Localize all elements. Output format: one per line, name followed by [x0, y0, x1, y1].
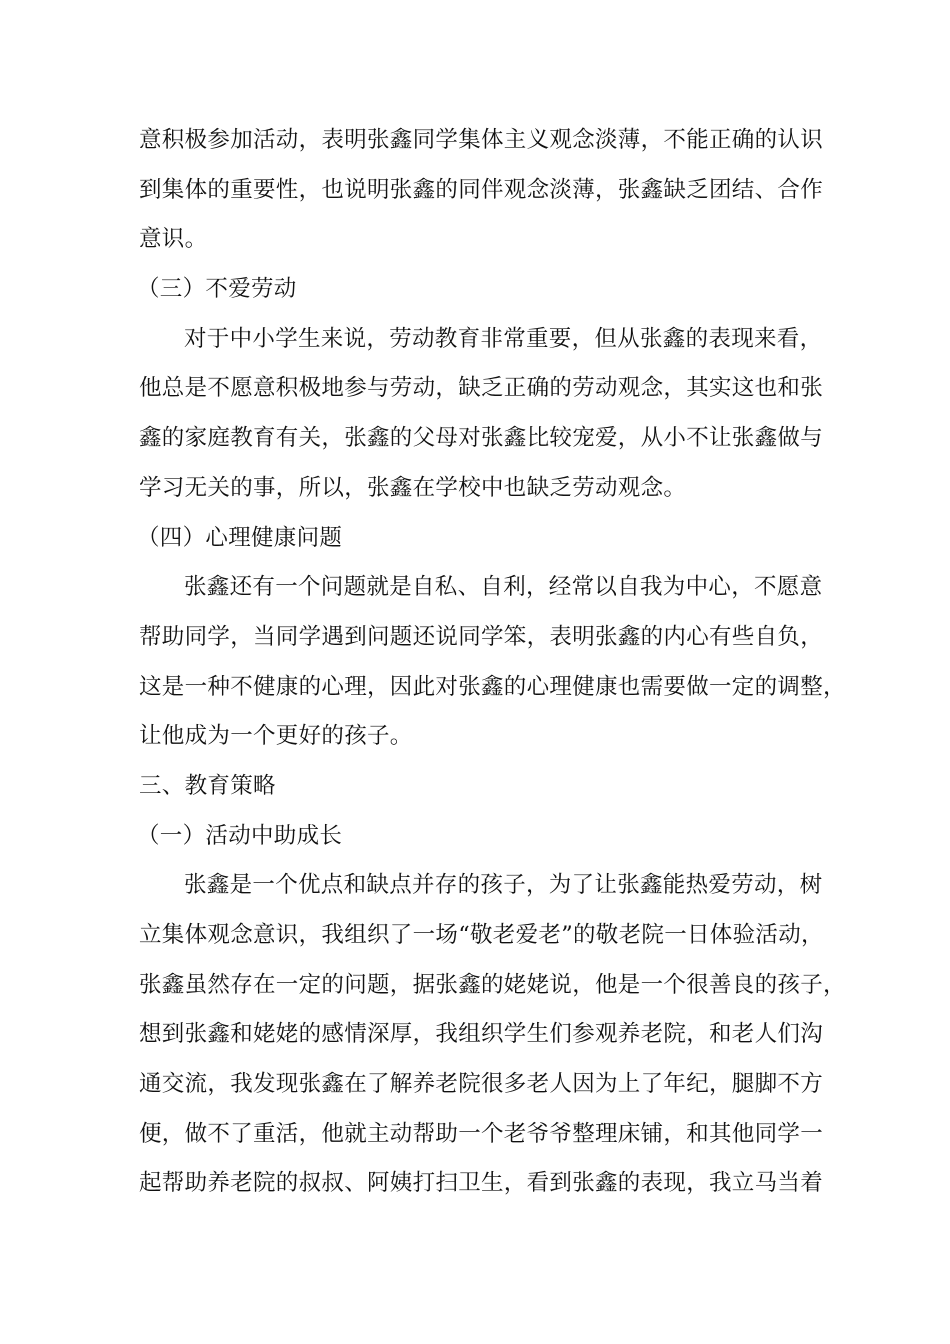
paragraph-line: 想到张鑫和姥姥的感情深厚，我组织学生们参观养老院，和老人们沟 [139, 1021, 824, 1048]
paragraph-line: 起帮助养老院的叔叔、阿姨打扫卫生，看到张鑫的表现，我立马当着 [139, 1170, 824, 1197]
paragraph-line: 立集体观念意识，我组织了一场“敬老爱老”的敬老院一日体验活动， [139, 922, 824, 948]
paragraph-line: 对于中小学生来说，劳动教育非常重要，但从张鑫的表现来看， [184, 325, 823, 352]
paragraph-line: 学习无关的事，所以，张鑫在学校中也缺乏劳动观念。 [139, 474, 687, 501]
paragraph-line: 通交流，我发现张鑫在了解养老院很多老人因为上了年纪，腿脚不方 [139, 1071, 824, 1098]
paragraph-line: 张鑫还有一个问题就是自私、自利，经常以自我为中心，不愿意 [184, 574, 823, 601]
paragraph-line: 他总是不愿意积极地参与劳动，缺乏正确的劳动观念，其实这也和张 [139, 375, 824, 402]
paragraph-line: 鑫的家庭教育有关，张鑫的父母对张鑫比较宠爱，从小不让张鑫做与 [139, 425, 824, 452]
paragraph-line: 让他成为一个更好的孩子。 [139, 723, 413, 750]
document-body [137, 116, 846, 1209]
paragraph-line: 便，做不了重活，他就主动帮助一个老爷爷整理床铺，和其他同学一 [139, 1120, 824, 1147]
paragraph-line: 张鑫是一个优点和缺点并存的孩子，为了让张鑫能热爱劳动，树 [184, 872, 823, 899]
section-heading: 三、教育策略 [139, 772, 276, 799]
section-heading: （一）活动中助成长 [137, 822, 343, 849]
section-heading: （三）不爱劳动 [137, 276, 297, 303]
paragraph-line: 这是一种不健康的心理，因此对张鑫的心理健康也需要做一定的调整， [139, 673, 846, 700]
section-heading: （四）心理健康问题 [137, 524, 343, 551]
paragraph-line: 帮助同学，当同学遇到问题还说同学笨，表明张鑫的内心有些自负， [139, 623, 824, 650]
paragraph-line: 到集体的重要性，也说明张鑫的同伴观念淡薄，张鑫缺乏团结、合作 [139, 176, 824, 203]
paragraph-line: 意识。 [139, 226, 208, 253]
paragraph-line: 张鑫虽然存在一定的问题，据张鑫的姥姥说，他是一个很善良的孩子， [139, 971, 846, 998]
paragraph-line: 意积极参加活动，表明张鑫同学集体主义观念淡薄，不能正确的认识 [139, 127, 824, 153]
